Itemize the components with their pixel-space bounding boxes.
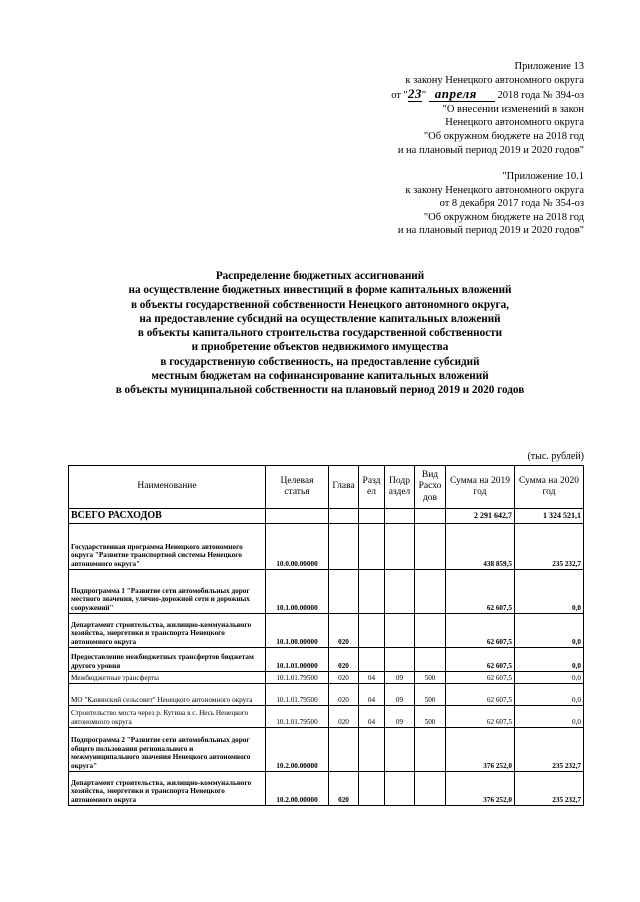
cell-chapter: 020	[329, 706, 359, 728]
cell-expense-type	[415, 509, 446, 524]
cell-sum-2019: 2 291 642,7	[446, 509, 515, 524]
title-line: и приобретение объектов недвижимого имущества	[191, 341, 449, 354]
orig-annex-number: "Приложение 10.1	[502, 171, 584, 182]
annex-law-ref: к закону Ненецкого автономного округа	[405, 74, 584, 86]
header-sum-2020: Сумма на 2020 год	[515, 466, 584, 509]
title-line: на предоставление субсидий на осуществление капитальных вложений	[139, 312, 501, 325]
cell-section	[359, 524, 385, 570]
cell-target: 10.0.00.00000	[266, 524, 329, 570]
cell-name: Предоставление межбюджетных трансфертов бюджетам другого уровня	[69, 648, 266, 672]
cell-sum-2019: 62 607,5	[446, 672, 515, 684]
cell-chapter	[329, 524, 359, 570]
header-name: Наименование	[69, 466, 266, 509]
cell-target: 10.1.01.00000	[266, 648, 329, 672]
cell-section: 04	[359, 684, 385, 706]
cell-subsection	[385, 509, 415, 524]
title-line: на осуществление бюджетных инвестиций в форме капитальных вложений	[128, 284, 512, 297]
header-subsection: Подр аздел	[385, 466, 415, 509]
cell-target: 10.2.00.00000	[266, 772, 329, 806]
cell-chapter: 020	[329, 648, 359, 672]
orig-annex-date: от 8 декабря 2017 года № 354-оз	[439, 198, 584, 210]
annex-date-prefix: от "	[391, 90, 408, 102]
cell-sum-2019: 376 252,0	[446, 772, 515, 806]
cell-chapter: 020	[329, 772, 359, 806]
title-line: в объекты государственной собственности Ненецкого автономного округа,	[130, 298, 510, 311]
annex-header-original	[398, 170, 584, 238]
cell-target: 10.2.00.00000	[266, 728, 329, 772]
annex-subject-2: Ненецкого автономного округа	[445, 117, 584, 129]
table-row	[69, 684, 584, 706]
cell-expense-type	[415, 570, 446, 614]
cell-subsection	[385, 524, 415, 570]
cell-subsection	[385, 570, 415, 614]
cell-sum-2020: 0,0	[515, 706, 584, 728]
cell-sum-2019: 438 859,5	[446, 524, 515, 570]
cell-name: Департамент строительства, жилищно-коммунального хозяйства, энергетики и транспорта Ненецкого автономного округа	[69, 614, 266, 648]
annex-subject-3: "Об окружном бюджете на 2018 год	[423, 130, 584, 142]
cell-sum-2019: 62 607,5	[446, 614, 515, 648]
orig-annex-subject-2: и на плановый период 2019 и 2020 годов"	[397, 225, 584, 237]
orig-annex-law-ref: к закону Ненецкого автономного округа	[405, 184, 584, 196]
cell-expense-type	[415, 614, 446, 648]
cell-sum-2020: 0,0	[515, 614, 584, 648]
cell-chapter	[329, 728, 359, 772]
cell-subsection	[385, 648, 415, 672]
cell-sum-2019: 62 607,5	[446, 684, 515, 706]
cell-sum-2019: 376 252,0	[446, 728, 515, 772]
cell-subsection	[385, 772, 415, 806]
cell-target: 10.1.01.79500	[266, 706, 329, 728]
table-row	[69, 728, 584, 772]
cell-name: Подпрограмма 2 "Развитие сети автомобильных дорог общего пользования регионального и межмуниципального значения Ненецкого автономного округа"	[69, 728, 266, 772]
cell-section: 04	[359, 706, 385, 728]
cell-target: 10.1.01.79500	[266, 672, 329, 684]
cell-section: 04	[359, 672, 385, 684]
cell-chapter	[329, 570, 359, 614]
cell-name: Межбюджетные трансферты	[69, 672, 266, 684]
cell-chapter: 020	[329, 684, 359, 706]
header-section: Разд ел	[359, 466, 385, 509]
cell-sum-2020: 235 232,7	[515, 772, 584, 806]
cell-sum-2020: 0,0	[515, 648, 584, 672]
cell-sum-2019: 62 607,5	[446, 648, 515, 672]
orig-annex-subject-1: "Об окружном бюджете на 2018 год	[423, 211, 584, 223]
cell-name: Строительство моста через р. Кутина в с. Несь Ненецкого автономного округа	[69, 706, 266, 728]
cell-name: МО "Канинский сельсовет" Ненецкого автономного округа	[69, 684, 266, 706]
cell-expense-type	[415, 648, 446, 672]
cell-sum-2020: 1 324 521,1	[515, 509, 584, 524]
cell-target: 10.1.00.00000	[266, 614, 329, 648]
annex-date-day: 23	[407, 86, 422, 102]
cell-section	[359, 772, 385, 806]
cell-subsection: 09	[385, 672, 415, 684]
cell-name: ВСЕГО РАСХОДОВ	[69, 509, 266, 524]
table-row-total	[69, 509, 584, 524]
annex-date-month: апреля	[429, 87, 495, 102]
cell-expense-type	[415, 728, 446, 772]
annex-subject-4: и на плановый период 2019 и 2020 годов"	[397, 144, 584, 156]
cell-sum-2020: 0,0	[515, 672, 584, 684]
table-row	[69, 648, 584, 672]
header-expense-type: Вид Расхо дов	[415, 466, 446, 509]
cell-chapter	[329, 509, 359, 524]
title-line: в государственную собственность, на предоставление субсидий	[160, 355, 480, 368]
budget-table	[68, 465, 584, 806]
cell-expense-type: 500	[415, 672, 446, 684]
annex-date-line	[391, 87, 584, 103]
cell-subsection	[385, 614, 415, 648]
table-row	[69, 524, 584, 570]
cell-expense-type: 500	[415, 684, 446, 706]
cell-sum-2019: 62 607,5	[446, 706, 515, 728]
cell-chapter: 020	[329, 614, 359, 648]
table-row	[69, 570, 584, 614]
cell-sum-2020: 0,0	[515, 684, 584, 706]
cell-target	[266, 509, 329, 524]
cell-section	[359, 648, 385, 672]
title-line: Распределение бюджетных ассигнований	[215, 270, 425, 282]
cell-sum-2020: 235 232,7	[515, 524, 584, 570]
cell-name: Подпрограмма 1 "Развитие сети автомобильных дорог местного значения, улично-дорожной сети и дорожных сооружений"	[69, 570, 266, 614]
annex-header-current	[391, 60, 584, 157]
annex-date-mid: "	[421, 90, 427, 102]
cell-subsection: 09	[385, 684, 415, 706]
title-line: в объекты муниципальной собственности на плановый период 2019 и 2020 годов	[115, 384, 525, 397]
cell-expense-type	[415, 772, 446, 806]
title-line: местным бюджетам на софинансирование капитальных вложений	[151, 370, 489, 383]
cell-sum-2020: 0,0	[515, 570, 584, 614]
units-label: (тыс. рублей)	[527, 451, 584, 462]
cell-subsection: 09	[385, 706, 415, 728]
cell-subsection	[385, 728, 415, 772]
cell-section	[359, 509, 385, 524]
header-target: Целевая статья	[266, 466, 329, 509]
cell-expense-type: 500	[415, 706, 446, 728]
cell-expense-type	[415, 524, 446, 570]
cell-sum-2019: 62 607,5	[446, 570, 515, 614]
cell-section	[359, 614, 385, 648]
table-row	[69, 772, 584, 806]
document-title	[0, 269, 640, 398]
cell-section	[359, 570, 385, 614]
cell-name: Государственная программа Ненецкого автономного округа "Развитие транспортной системы Ненецкого автономного округа"	[69, 524, 266, 570]
header-chapter: Глава	[329, 466, 359, 509]
cell-target: 10.1.00.00000	[266, 570, 329, 614]
header-sum-2019: Сумма на 2019 год	[446, 466, 515, 509]
table-header-row	[69, 466, 584, 509]
table-row	[69, 614, 584, 648]
cell-sum-2020: 235 232,7	[515, 728, 584, 772]
title-line: в объекты капитального строительства государственной собственности	[137, 327, 503, 340]
cell-chapter: 020	[329, 672, 359, 684]
annex-date-suffix: 2018 года № 394-оз	[497, 90, 584, 102]
cell-name: Департамент строительства, жилищно-коммунального хозяйства, энергетики и транспорта Ненецкого автономного округа	[69, 772, 266, 806]
table-row	[69, 706, 584, 728]
table-row	[69, 672, 584, 684]
cell-target: 10.1.01.79500	[266, 684, 329, 706]
annex-subject-1: "О внесении изменений в закон	[442, 103, 584, 115]
cell-section	[359, 728, 385, 772]
annex-number: Приложение 13	[514, 61, 584, 72]
